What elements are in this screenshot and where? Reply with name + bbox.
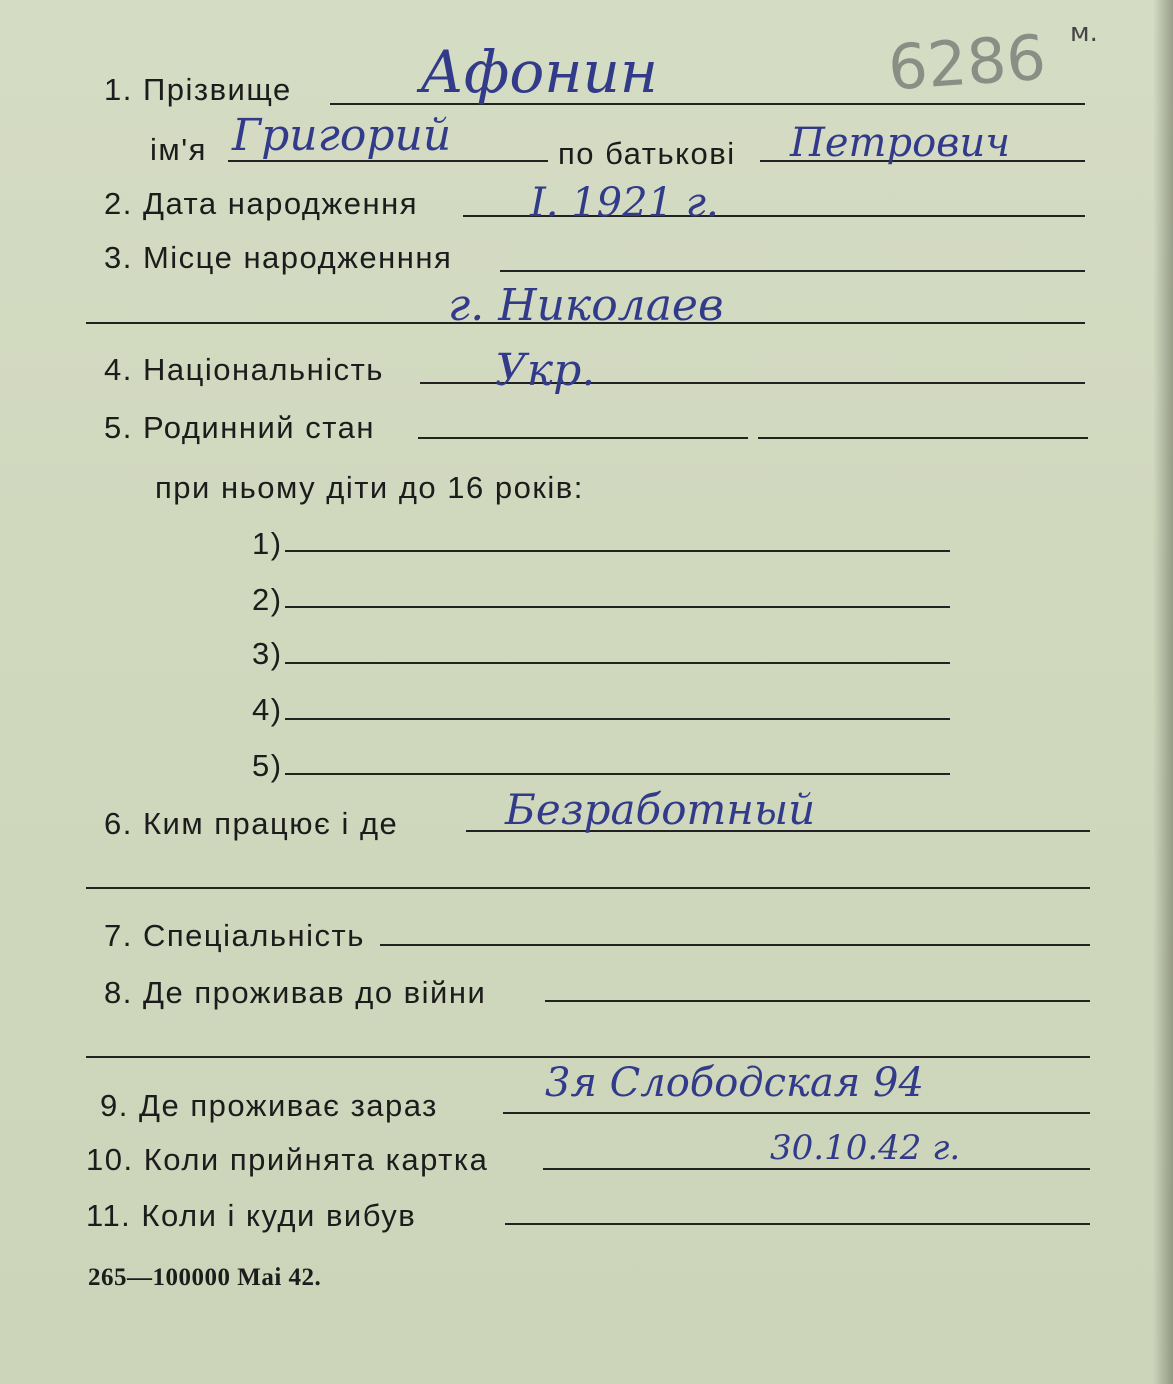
card-accepted-line	[543, 1168, 1090, 1170]
patronymic-label: по батькові	[558, 136, 736, 171]
card-edge-shadow	[1153, 0, 1173, 1384]
occupation-value: Безработный	[505, 785, 816, 834]
child-4-label: 4)	[252, 692, 283, 727]
birth-place-label: 3. Місце народженння	[104, 240, 453, 275]
prewar-residence-line-1	[545, 1000, 1090, 1002]
child-1-line	[285, 550, 950, 552]
departure-label: 11. Коли і куди вибув	[86, 1198, 417, 1233]
specialty-label: 7. Спеціальність	[104, 918, 365, 953]
birth-date-label: 2. Дата народження	[104, 186, 418, 221]
child-1-label: 1)	[252, 526, 283, 561]
current-residence-label: 9. Де проживає зараз	[100, 1088, 438, 1123]
card-number-pencil: 6286	[885, 20, 1049, 105]
birth-date-value: I. 1921 г.	[530, 180, 719, 226]
child-2-label: 2)	[252, 582, 283, 617]
family-status-label: 5. Родинний стан	[104, 410, 375, 445]
child-2-line	[285, 606, 950, 608]
current-residence-value: 3я Слободская 94	[545, 1060, 924, 1106]
card-accepted-value: 30.10.42 г.	[770, 1128, 961, 1168]
first-name-value: Григорий	[232, 110, 452, 161]
occupation-line-2	[86, 887, 1090, 889]
specialty-line	[380, 944, 1090, 946]
surname-value: Афонин	[420, 38, 659, 106]
print-code: 265—100000 Маі 42.	[88, 1264, 322, 1291]
card-number-suffix: м.	[1070, 18, 1098, 48]
child-5-label: 5)	[252, 748, 283, 783]
child-3-label: 3)	[252, 636, 283, 671]
first-name-label: ім'я	[150, 132, 207, 167]
prewar-residence-label: 8. Де проживав до війни	[104, 975, 487, 1010]
birth-place-line-1	[500, 270, 1085, 272]
nationality-value: Укр.	[495, 345, 596, 396]
patronymic-value: Петрович	[790, 120, 1011, 166]
occupation-label: 6. Ким працює і де	[104, 806, 399, 841]
prewar-residence-line-2	[86, 1056, 1090, 1058]
surname-label: 1. Прізвище	[104, 72, 292, 107]
children-label: при ньому діти до 16 років:	[155, 470, 584, 505]
nationality-label: 4. Національність	[104, 352, 384, 387]
family-status-line-a	[418, 437, 748, 439]
child-5-line	[285, 773, 950, 775]
card-accepted-label: 10. Коли прийнята картка	[86, 1142, 489, 1177]
child-4-line	[285, 718, 950, 720]
family-status-line-b	[758, 437, 1088, 439]
birth-place-value: г. Николаев	[448, 280, 724, 331]
child-3-line	[285, 662, 950, 664]
current-residence-line	[503, 1112, 1090, 1114]
departure-line	[505, 1223, 1090, 1225]
